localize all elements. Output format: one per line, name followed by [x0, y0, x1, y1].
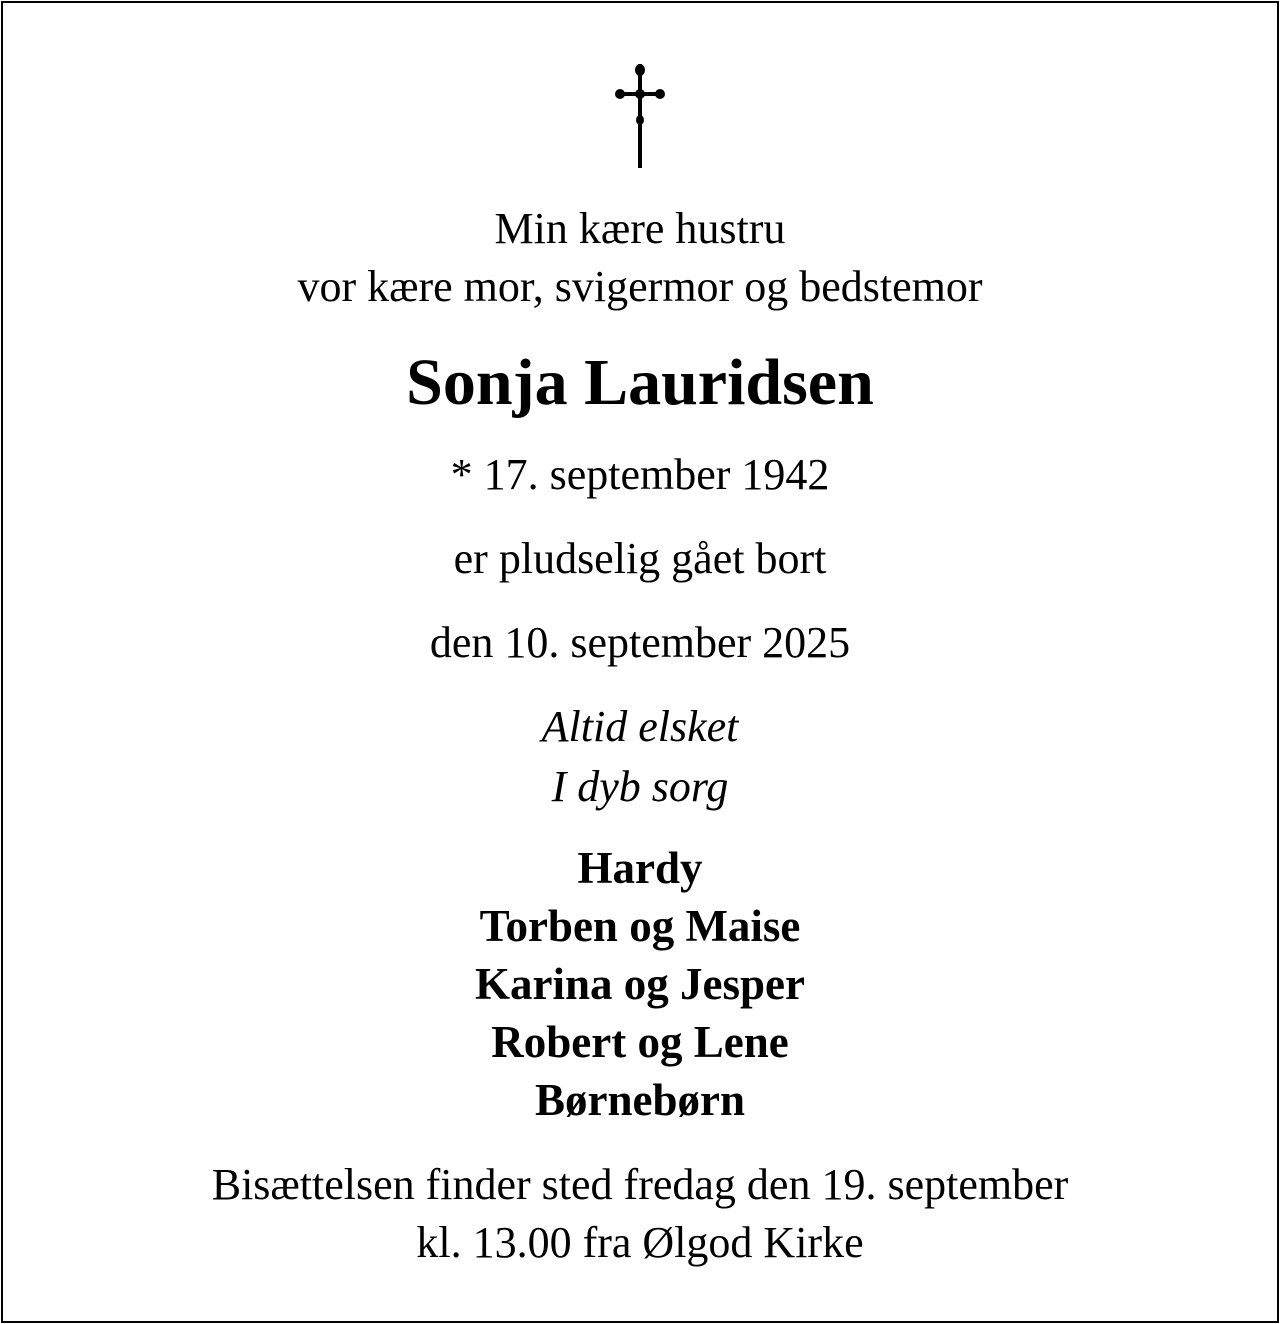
passing-text: er pludselig gået bort: [453, 534, 827, 583]
mourner-name: Karina og Jesper: [475, 959, 805, 1009]
mourner-name: Hardy: [577, 843, 703, 893]
intro-line-1: Min kære hustru: [494, 204, 786, 253]
mourner-name: Torben og Maise: [479, 901, 801, 951]
death-date: den 10. september 2025: [429, 618, 851, 667]
service-line-1: Bisættelsen finder sted fredag den 19. september: [211, 1160, 1069, 1209]
mourner-name: Robert og Lene: [491, 1017, 789, 1067]
mourner-name: Børnebørn: [534, 1075, 745, 1125]
cross-icon: [608, 64, 672, 170]
service-line-2: kl. 13.00 fra Ølgod Kirke: [416, 1218, 864, 1267]
birth-date: * 17. september 1942: [450, 450, 830, 499]
epitaph-line-2: I dyb sorg: [551, 762, 729, 811]
deceased-name: Sonja Lauridsen: [406, 346, 874, 419]
intro-line-2: vor kære mor, svigermor og bedstemor: [297, 262, 983, 311]
epitaph-line-1: Altid elsket: [541, 702, 739, 751]
